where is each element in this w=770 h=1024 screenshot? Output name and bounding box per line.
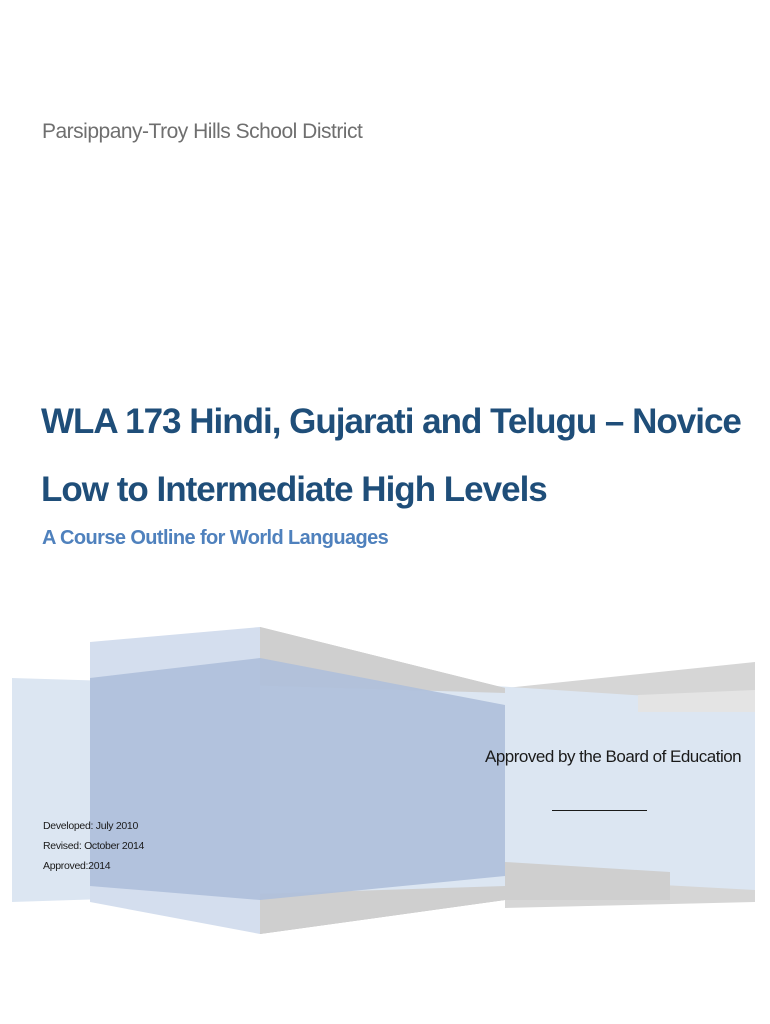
course-title-line-1: WLA 173 Hindi, Gujarati and Telugu – Novice (41, 402, 741, 441)
blue-panel-center (90, 658, 505, 900)
revised-date: Revised: October 2014 (43, 840, 145, 852)
district-name: Parsippany-Troy Hills School District (42, 120, 363, 143)
developed-date: Developed: July 2010 (43, 820, 138, 832)
course-subtitle: A Course Outline for World Languages (42, 527, 389, 549)
approved-date: Approved:2014 (43, 860, 111, 872)
light-panel-right (495, 686, 755, 890)
course-title-line-2: Low to Intermediate High Levels (41, 470, 547, 509)
date-block (43, 816, 144, 876)
approval-label: Approved by the Board of Education (485, 747, 742, 766)
approval-blank-line (552, 792, 647, 811)
